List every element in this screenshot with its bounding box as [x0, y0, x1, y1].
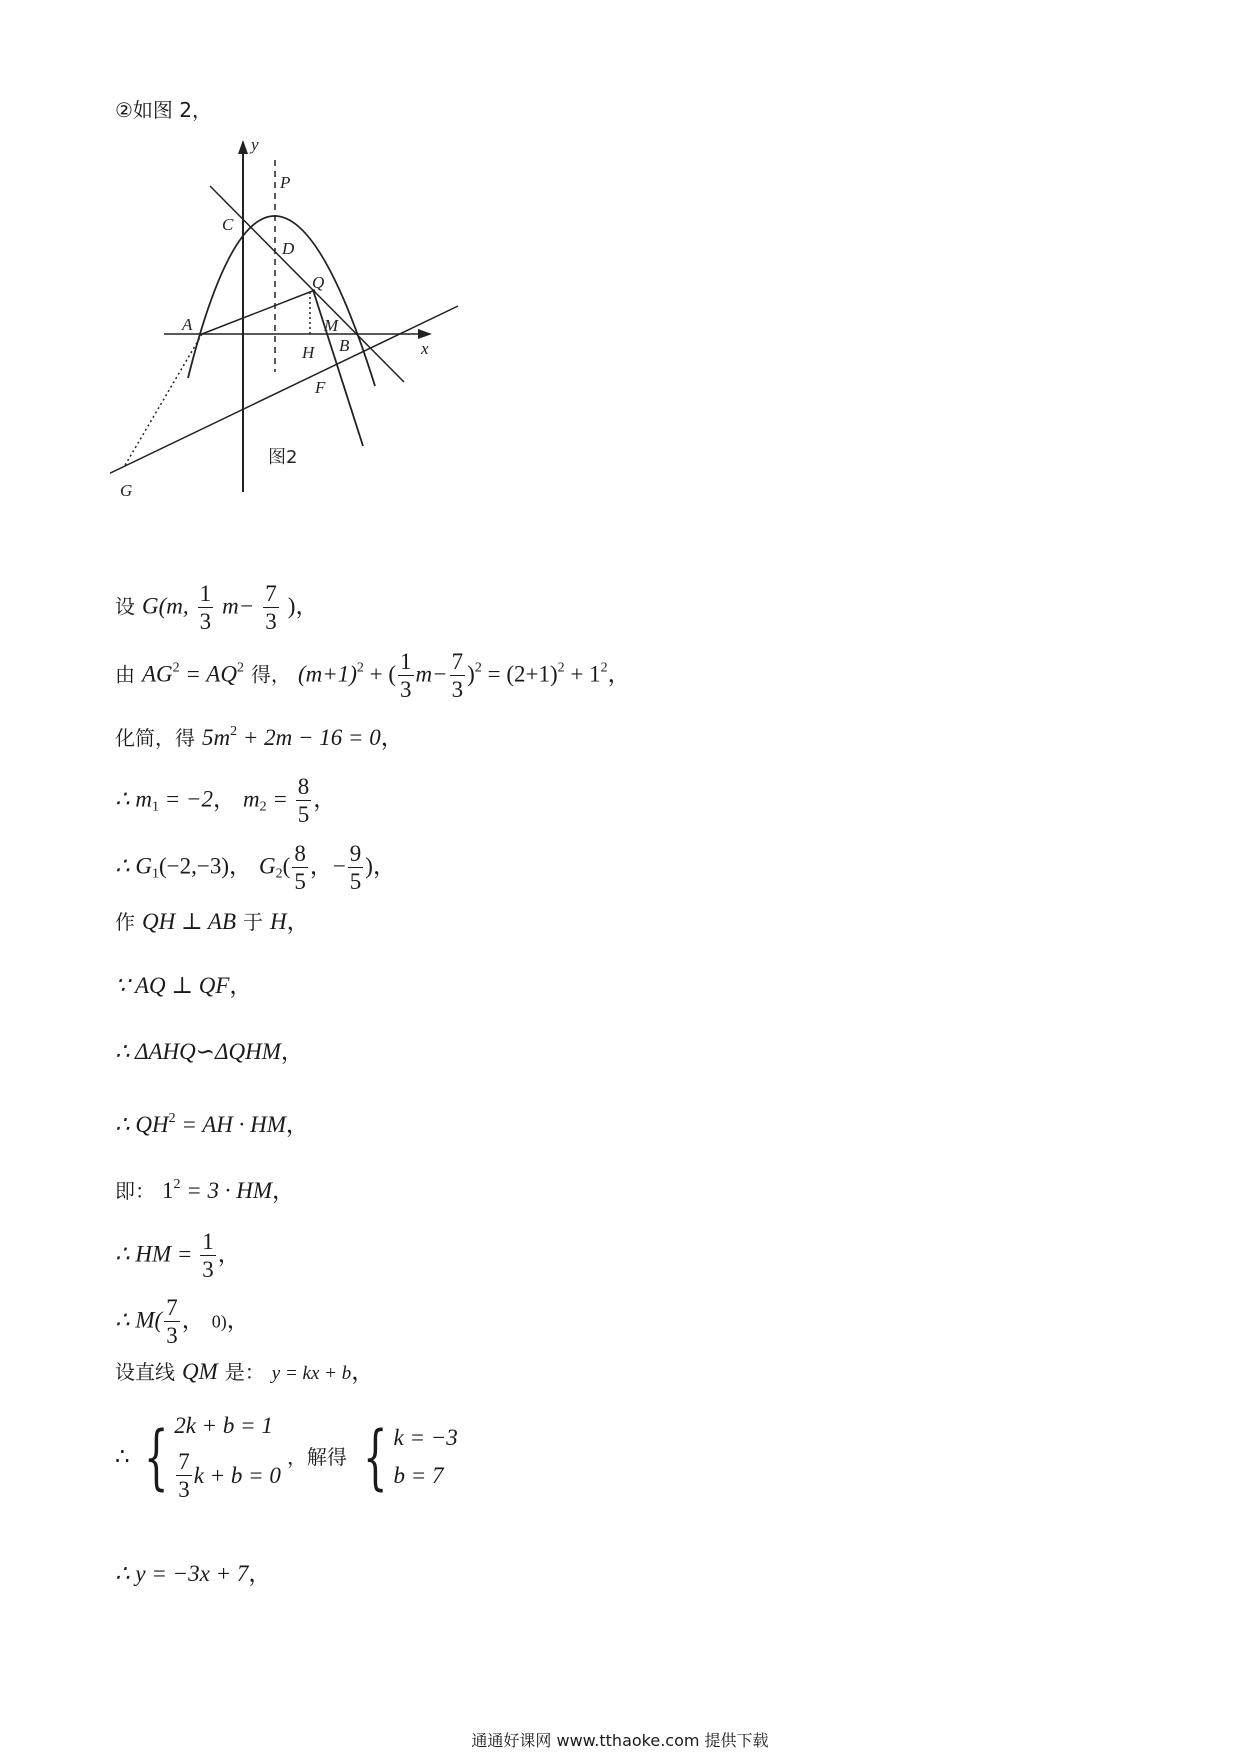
- math: =: [266, 786, 294, 812]
- text: 是：: [224, 1360, 265, 1384]
- line-13: [115, 1358, 374, 1388]
- system-rows: [174, 1412, 281, 1501]
- math: ∵ AQ ⊥ QF: [115, 973, 230, 998]
- math: y = kx + b: [271, 1363, 352, 1384]
- numerator: 7: [166, 1295, 178, 1320]
- line-11: [115, 1230, 241, 1281]
- footer-source: 通通好课网 www.tthaoke.com 提供下载: [471, 1731, 769, 1750]
- line-6: [115, 908, 310, 937]
- denominator: 3: [178, 1477, 190, 1502]
- figure-2: [110, 140, 470, 505]
- line-aq: [202, 290, 315, 334]
- fraction: [164, 1296, 180, 1347]
- text: 设: [115, 594, 135, 619]
- fraction: [263, 582, 279, 633]
- math: 1: [162, 1178, 174, 1203]
- math: ): [467, 661, 475, 687]
- line-14: [115, 1412, 458, 1501]
- math: ，: [313, 786, 337, 812]
- solution-row-2: [393, 1462, 457, 1490]
- label-f: F: [315, 378, 326, 397]
- line-7: [115, 972, 252, 1001]
- denominator: 3: [199, 609, 212, 634]
- solution-row-1: [393, 1424, 457, 1452]
- subscript: 2: [275, 866, 283, 882]
- numerator: 7: [451, 649, 464, 674]
- denominator: 3: [265, 609, 277, 634]
- numerator: 8: [294, 841, 306, 866]
- y-axis-arrow: [238, 140, 248, 154]
- label-b: B: [339, 336, 350, 355]
- math: b = 7: [393, 1462, 444, 1488]
- math: + 2m − 16 = 0: [237, 725, 381, 750]
- text: 设直线: [115, 1360, 175, 1384]
- math: m−: [222, 593, 255, 619]
- math: m: [243, 786, 260, 812]
- subscript: 1: [152, 799, 159, 815]
- numerator: 1: [400, 649, 412, 674]
- system-row-2: [174, 1450, 281, 1501]
- denominator: 3: [166, 1323, 178, 1348]
- math: 5m: [202, 725, 231, 750]
- subscript: 1: [152, 866, 159, 882]
- math: ，: [229, 973, 253, 998]
- numerator: 1: [202, 1229, 214, 1254]
- math: = (2+1): [481, 661, 558, 687]
- numerator: 8: [297, 774, 310, 799]
- math: ∴ M(: [115, 1307, 163, 1333]
- fraction: [450, 650, 466, 701]
- fraction: [292, 842, 308, 893]
- heading: ②如图 2，: [115, 98, 213, 122]
- numerator: 7: [178, 1449, 190, 1474]
- superscript: 2: [230, 724, 238, 739]
- math: ，: [380, 725, 404, 750]
- text: 于: [243, 910, 264, 934]
- math: G(m,: [142, 593, 189, 619]
- subscript: 2: [259, 799, 267, 815]
- math: (m+1): [297, 661, 357, 687]
- x-axis-arrow: [418, 329, 432, 339]
- math: (: [282, 853, 291, 879]
- superscript: 2: [236, 660, 244, 676]
- math: + (: [363, 661, 397, 687]
- denominator: 5: [349, 869, 362, 894]
- line-8: [115, 1038, 304, 1067]
- label-p: P: [280, 173, 291, 192]
- left-brace: {: [362, 1415, 388, 1498]
- fraction: [296, 775, 312, 826]
- label-a: A: [182, 315, 193, 334]
- superscript: 2: [356, 660, 364, 676]
- math: m−: [415, 661, 448, 687]
- math: ，: [607, 661, 631, 687]
- figure-caption: 图2: [268, 447, 298, 468]
- denominator: 5: [297, 802, 310, 827]
- math: ，: [217, 1241, 241, 1267]
- denominator: 5: [294, 869, 306, 894]
- label-h: H: [302, 343, 315, 362]
- text: 作: [115, 910, 135, 934]
- line-12: [115, 1296, 250, 1347]
- math: ，: [229, 853, 253, 879]
- fraction: [198, 582, 214, 633]
- text: 化简，得: [115, 726, 195, 750]
- line-qf: [313, 290, 363, 446]
- math: ∴ m: [115, 786, 152, 812]
- math: H: [270, 909, 287, 934]
- numerator: 7: [265, 581, 277, 606]
- superscript: 2: [557, 660, 565, 676]
- line-15: [115, 1560, 271, 1589]
- fraction: [398, 650, 414, 701]
- math: AG: [142, 661, 173, 687]
- math: ∴: [115, 1443, 130, 1469]
- solution-rows: [393, 1424, 457, 1490]
- text: 即：: [115, 1179, 155, 1203]
- superscript: 2: [168, 1111, 176, 1126]
- superscript: 2: [600, 660, 608, 676]
- math: ∴ G: [115, 853, 152, 879]
- math: ∴ QH: [115, 1112, 169, 1137]
- math: ，: [280, 1039, 304, 1064]
- label-g: G: [120, 481, 133, 500]
- numerator: 9: [349, 841, 362, 866]
- math: ∴ y = −3x + 7: [115, 1561, 249, 1586]
- line-9: [115, 1105, 309, 1140]
- denominator: 3: [202, 1257, 214, 1282]
- label-d: D: [282, 239, 295, 258]
- line-3: [115, 718, 404, 753]
- math: = AQ: [179, 661, 237, 687]
- math: ，: [272, 1178, 296, 1203]
- math: 0): [211, 1311, 227, 1332]
- math: ，: [285, 1112, 309, 1137]
- label-m: M: [324, 316, 339, 335]
- math: QH ⊥ AB: [142, 909, 237, 934]
- math: ，: [226, 1307, 250, 1333]
- denominator: 3: [451, 677, 464, 702]
- math: (−2,−3): [159, 853, 230, 879]
- math: k + b = 0: [193, 1462, 281, 1488]
- system-row-1: [174, 1412, 281, 1440]
- math: )，: [287, 593, 319, 619]
- math: + 1: [564, 661, 601, 687]
- label-x: x: [421, 339, 429, 358]
- fraction: [176, 1450, 192, 1501]
- math: ∴ HM =: [115, 1241, 199, 1267]
- math: 2k + b = 1: [174, 1413, 273, 1438]
- math: QM: [182, 1359, 218, 1384]
- denominator: 3: [400, 677, 412, 702]
- line-1: [115, 582, 318, 633]
- fraction: [200, 1230, 216, 1281]
- text: 由: [115, 662, 135, 687]
- left-brace: {: [143, 1415, 169, 1498]
- line-5: [115, 842, 396, 893]
- math: ，: [351, 1359, 375, 1384]
- math: = 3 · HM: [180, 1178, 273, 1203]
- superscript: 2: [173, 1177, 181, 1192]
- label-y: y: [251, 140, 259, 154]
- equation-system: [115, 1412, 458, 1501]
- label-q: Q: [312, 273, 325, 292]
- math: k = −3: [393, 1424, 458, 1450]
- text: 得，: [250, 662, 291, 687]
- line-4: [115, 775, 336, 826]
- line-2: [115, 650, 631, 701]
- math: G: [259, 853, 276, 879]
- line-10: [115, 1171, 295, 1206]
- superscript: 2: [474, 660, 482, 676]
- label-c: C: [222, 215, 234, 234]
- numerator: 1: [199, 581, 212, 606]
- superscript: 2: [172, 660, 180, 676]
- math: )，: [365, 853, 396, 879]
- math: ，−: [309, 853, 346, 879]
- fraction: [348, 842, 364, 893]
- math: ，: [181, 1307, 205, 1333]
- math: ，: [286, 909, 310, 934]
- math: ，: [248, 1561, 272, 1586]
- text: ，解得: [286, 1444, 347, 1469]
- math: = −2: [159, 786, 214, 812]
- math: ，: [213, 786, 237, 812]
- math: ∴ ΔAHQ∽ΔQHM: [115, 1039, 281, 1064]
- math: = AH · HM: [175, 1112, 286, 1137]
